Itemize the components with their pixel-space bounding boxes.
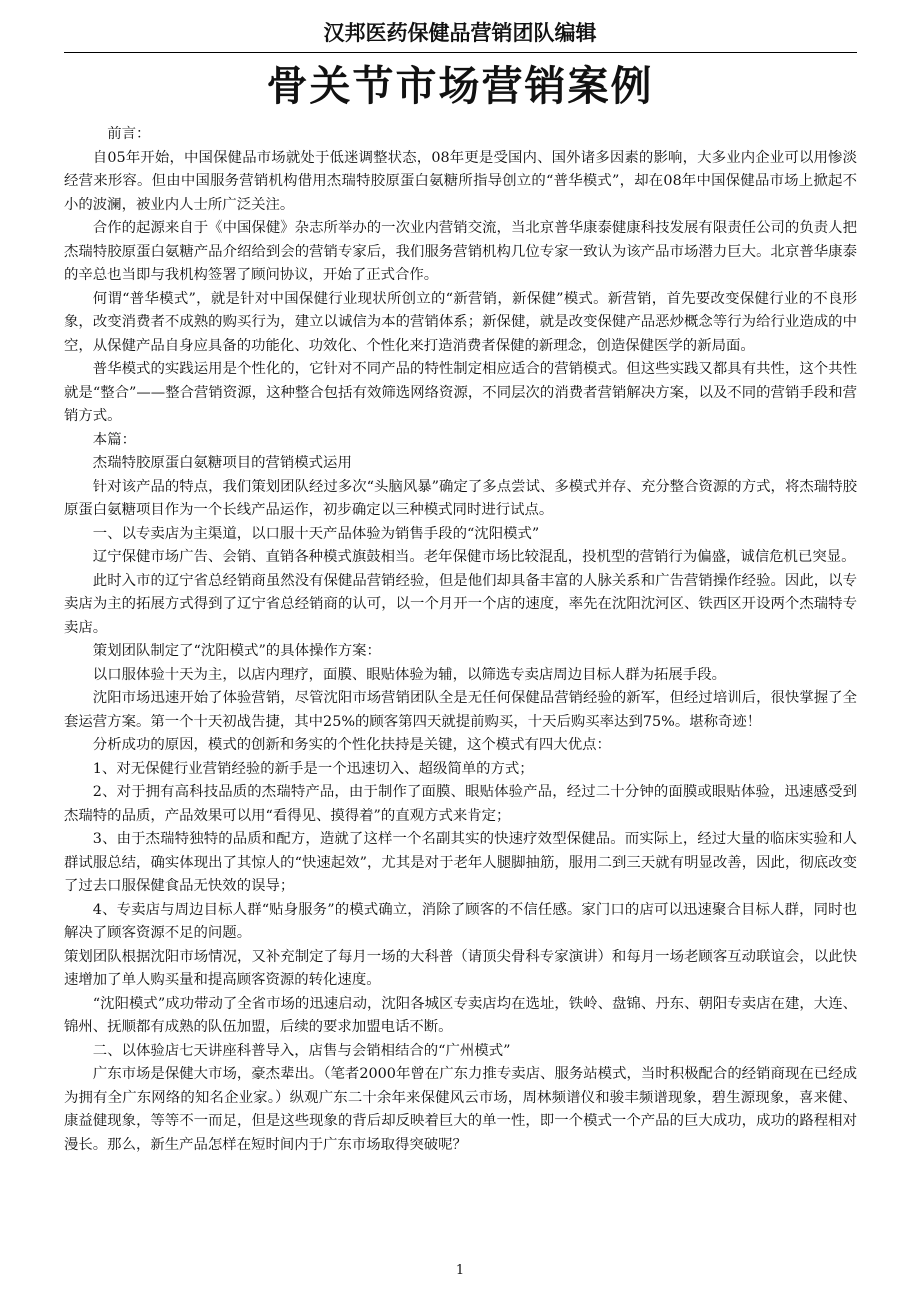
paragraph: 此时入市的辽宁省总经销商虽然没有保健品营销经验，但是他们却具备丰富的人脉关系和广告营销操作经验。因此，以专卖店为主的拓展方式得到了辽宁省总经销商的认可，以一个月开一个店的速度，率先在沈阳沈河区、铁西区开设两个杰瑞特专卖店。 — [64, 572, 857, 636]
document-title: 骨关节市场营销案例 — [266, 62, 654, 110]
paragraph: 辽宁保健市场广告、会销、直销各种模式旗鼓相当。老年保健市场比较混乱，投机型的营销行为偏盛，诚信危机已突显。 — [92, 549, 856, 565]
paragraph: 分析成功的原因，模式的创新和务实的个性化扶持是关键，这个模式有四大优点： — [92, 737, 611, 753]
list-item: 1、对无保健行业营销经验的新手是一个迅速切入、超级简单的方式； — [92, 760, 534, 777]
paragraph: 策划团队根据沈阳市场情况，又补充制定了每月一场的大科普（请顶尖骨科专家演讲）和每月一场老顾客互动联谊会，以此快速增加了单人购买量和提高顾客资源的转化速度。 — [64, 948, 857, 988]
header-divider — [64, 52, 857, 53]
paragraph-section-heading: 杰瑞特胶原蛋白氨糖项目的营销模式运用 — [92, 455, 352, 471]
list-item: 2、对于拥有高科技品质的杰瑞特产品，由于制作了面膜、眼贴体验产品，经过二十分钟的面膜或眼贴体验，迅速感受到杰瑞特的品质，产品效果可以用“看得见、摸得着”的直观方式来肯定； — [64, 784, 857, 824]
paragraph-body-label: 本篇： — [92, 431, 136, 448]
paragraph: 沈阳市场迅速开始了体验营销，尽管沈阳市场营销团队全是无任何保健品营销经验的新军，但经过培训后，很快掌握了全套运营方案。第一个十天初战告捷，其中25%的顾客第四天就提前购买，十天后购买率达到75%。堪称奇迹！ — [64, 690, 857, 730]
document-header: 汉邦医药保健品营销团队编辑 — [323, 21, 597, 45]
paragraph-section-heading: 一、以专卖店为主渠道，以口服十天产品体验为销售手段的“沈阳模式” — [92, 525, 540, 542]
paragraph: 自05年开始，中国保健品市场就处于低迷调整状态，08年更是受国内、国外诸多因素的影响，大多业内企业可以用惨淡经营来形容。但由中国服务营销机构借用杰瑞特胶原蛋白氨糖所指导创立的“普华模式”，却在08年中国保健品市场上掀起不小的波澜，被业内人士所广泛关注。 — [64, 149, 857, 213]
paragraph: 何谓“普华模式”，就是针对中国保健行业现状所创立的“新营销，新保健”模式。新营销，首先要改变保健行业的不良形象，改变消费者不成熟的购买行为，建立以诚信为本的营销体系；新保健，就是改变保健产品恶炒概念等行为给行业造成的中空，从保健产品自身应具备的功能化、功效化、个性化来打造消费者保健的新理念，创造保健医学的新局面。 — [64, 290, 857, 354]
paragraph: 策划团队制定了“沈阳模式”的具体操作方案： — [92, 643, 381, 659]
paragraph: 普华模式的实践运用是个性化的，它针对不同产品的特性制定相应适合的营销模式。但这些实践又都具有共性，这个共性就是“整合”——整合营销资源，这种整合包括有效筛选网络资源，不同层次的消费者营销解决方案，以及不同的营销手段和营销方式。 — [64, 361, 857, 424]
paragraph: 合作的起源来自于《中国保健》杂志所举办的一次业内营销交流，当北京普华康泰健康科技发展有限责任公司的负责人把杰瑞特胶原蛋白氨糖产品介绍给到会的营销专家后，我们服务营销机构几位专家一致认为该产品市场潜力巨大。北京普华康泰的辛总也当即与我机构签署了顾问协议，开始了正式合作。 — [64, 220, 857, 283]
paragraph: “沈阳模式”成功带动了全省市场的迅速启动，沈阳各城区专卖店均在选址，铁岭、盘锦、丹东、朝阳专卖店在建，大连、锦州、抚顺都有成熟的队伍加盟，后续的要求加盟电话不断。 — [64, 995, 857, 1035]
list-item: 4、专卖店与周边目标人群“贴身服务”的模式确立，消除了顾客的不信任感。家门口的店可以迅速聚合目标人群，同时也解决了顾客资源不足的问题。 — [64, 901, 857, 941]
list-item: 3、由于杰瑞特独特的品质和配方，造就了这样一个名副其实的快速疗效型保健品。而实际上，经过大量的临床实验和人群试服总结，确实体现出了其惊人的“快速起效”，尤其是对于老年人腿脚抽筋，服用二到三天就有明显改善，因此，彻底改变了过去口服保健食品无快效的误导； — [64, 831, 857, 894]
paragraph: 针对该产品的特点，我们策划团队经过多次“头脑风暴”确定了多点尝试、多模式并存、充分整合资源的方式，将杰瑞特胶原蛋白氨糖项目作为一个长线产品运作，初步确定以三种模式同时进行试点。 — [64, 478, 857, 518]
paragraph: 以口服体验十天为主，以店内理疗，面膜、眼贴体验为辅，以筛选专卖店周边目标人群为拓展手段。 — [92, 666, 726, 683]
paragraph-section-heading: 二、以体验店七天讲座科普导入，店售与会销相结合的“广州模式” — [92, 1042, 511, 1059]
page-number: 1 — [455, 1263, 465, 1278]
document-body — [64, 123, 857, 1157]
paragraph: 广东市场是保健大市场，豪杰辈出。（笔者2000年曾在广东力推专卖店、服务站模式，当时积极配合的经销商现在已经成为拥有全广东网络的知名企业家。）纵观广东二十余年来保健风云市场，周林频谱仪和骏丰频谱现象，碧生源现象，喜来健、康益健现象，等等不一而足，但是这些现象的背后却反映着巨大的单一性，即一个模式一个产品的巨大成功，成功的路程相对漫长。那么，新生产品怎样在短时间内于广东市场取得突破呢？ — [64, 1066, 857, 1153]
paragraph-preface-label: 前言： — [107, 126, 151, 142]
